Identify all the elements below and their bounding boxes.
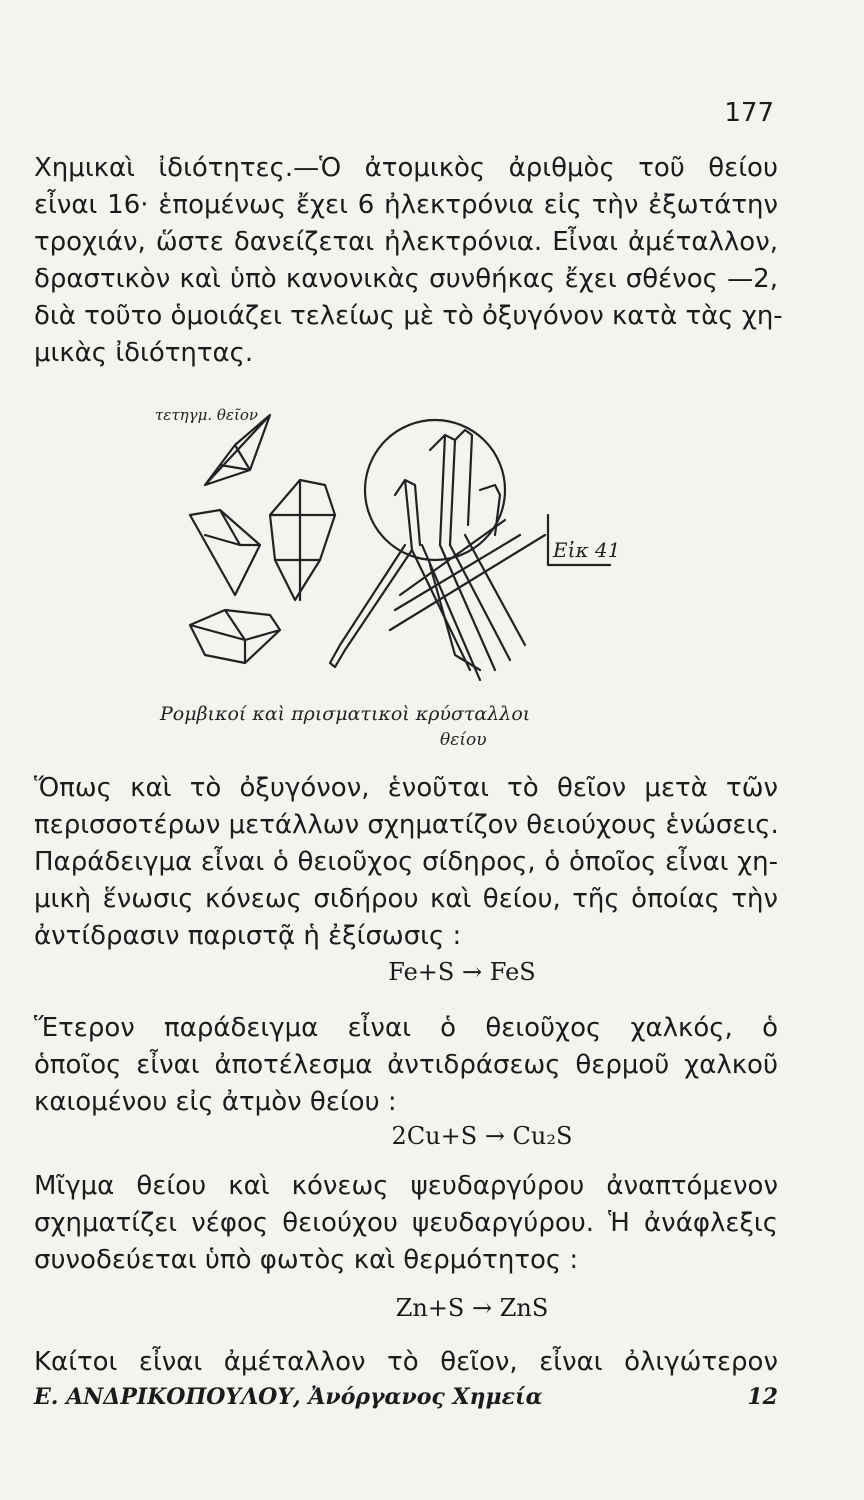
figure-label-top: τετηγμ. θεῖον: [155, 406, 258, 424]
text-line: Καίτοι εἶναι ἀμέταλλον τὸ θεῖον, εἶναι ὀλιγώτερον: [34, 1347, 778, 1377]
text-line: διὰ τοῦτο ὁμοιάζει τελείως μὲ τὸ ὀξυγόνον κατὰ τὰς χη-: [34, 301, 783, 331]
text-line: σχηματίζει νέφος θειούχου ψευδαργύρου. Ἡ ἀνάφλεξις: [34, 1208, 778, 1238]
equation-zinc-sulfide: Zn+S → ZnS: [395, 1294, 549, 1322]
equation-copper-sulfide: 2Cu+S → Cu₂S: [391, 1122, 573, 1150]
paragraph-compounds: [34, 770, 778, 955]
text-line: μικὰς ἰδιότητας.: [34, 338, 254, 368]
text-line: περισσοτέρων μετάλλων σχηματίζον θειούχους ἑνώσεις.: [34, 810, 779, 840]
text-line: Παράδειγμα εἶναι ὁ θειοῦχος σίδηρος, ὁ ὁποῖος εἶναι χη-: [34, 847, 778, 877]
text-line: μικὴ ἕνωσις κόνεως σιδήρου καὶ θείου, τῆς ὁποίας τὴν: [34, 884, 778, 914]
text-line: τροχιάν, ὥστε δανείζεται ἠλεκτρόνια. Εἶναι ἀμέταλλον,: [34, 227, 778, 257]
text-line: Ὅπως καὶ τὸ ὀξυγόνον, ἑνοῦται τὸ θεῖον μετὰ τῶν: [34, 773, 778, 803]
figure-caption-sub: θείου: [440, 730, 487, 750]
footer-signature-number: 12: [747, 1384, 778, 1410]
text-line: ὁποῖος εἶναι ἀποτέλεσμα ἀντιδράσεως θερμοῦ χαλκοῦ: [34, 1050, 778, 1080]
equation-iron-sulfide: Fe+S → FeS: [388, 958, 536, 986]
paragraph-continuation: [34, 1344, 778, 1381]
paragraph-copper-sulfide: [34, 1010, 778, 1121]
paragraph-zinc-sulfide: [34, 1168, 778, 1279]
figure-label-number: Εἰκ 41: [553, 538, 621, 562]
figure-caption: Ρομβικοί καὶ πρισματικοὶ κρύσταλλοι: [160, 703, 531, 725]
text-line: Χημικαὶ ἰδιότητες.—Ὁ ἀτομικὸς ἀριθμὸς τοῦ θείου: [34, 153, 778, 183]
crystal-drawing: [150, 385, 630, 775]
page-footer: [34, 1384, 778, 1410]
text-line: συνοδεύεται ὑπὸ φωτὸς καὶ θερμότητος :: [34, 1245, 579, 1275]
footer-author-title: Ε. ΑΝΔΡΙΚΟΠΟΥΛΟΥ, Ἀνόργανος Χημεία: [34, 1384, 543, 1410]
crystal-figure: [150, 385, 630, 775]
text-line: Ἕτερον παράδειγμα εἶναι ὁ θειοῦχος χαλκός, ὁ: [34, 1013, 778, 1043]
text-line: ἀντίδρασιν παριστᾷ ἡ ἐξίσωσις :: [34, 921, 462, 951]
text-line: εἶναι 16· ἑπομένως ἔχει 6 ἠλεκτρόνια εἰς τὴν ἐξωτάτην: [34, 190, 778, 220]
text-line: Μῖγμα θείου καὶ κόνεως ψευδαργύρου ἀναπτόμενον: [34, 1171, 778, 1201]
text-line: καιομένου εἰς ἀτμὸν θείου :: [34, 1087, 397, 1117]
page-number: 177: [724, 98, 774, 128]
paragraph-chemical-properties: [34, 150, 783, 372]
text-line: δραστικὸν καὶ ὑπὸ κανονικὰς συνθήκας ἔχει σθένος —2,: [34, 264, 778, 294]
